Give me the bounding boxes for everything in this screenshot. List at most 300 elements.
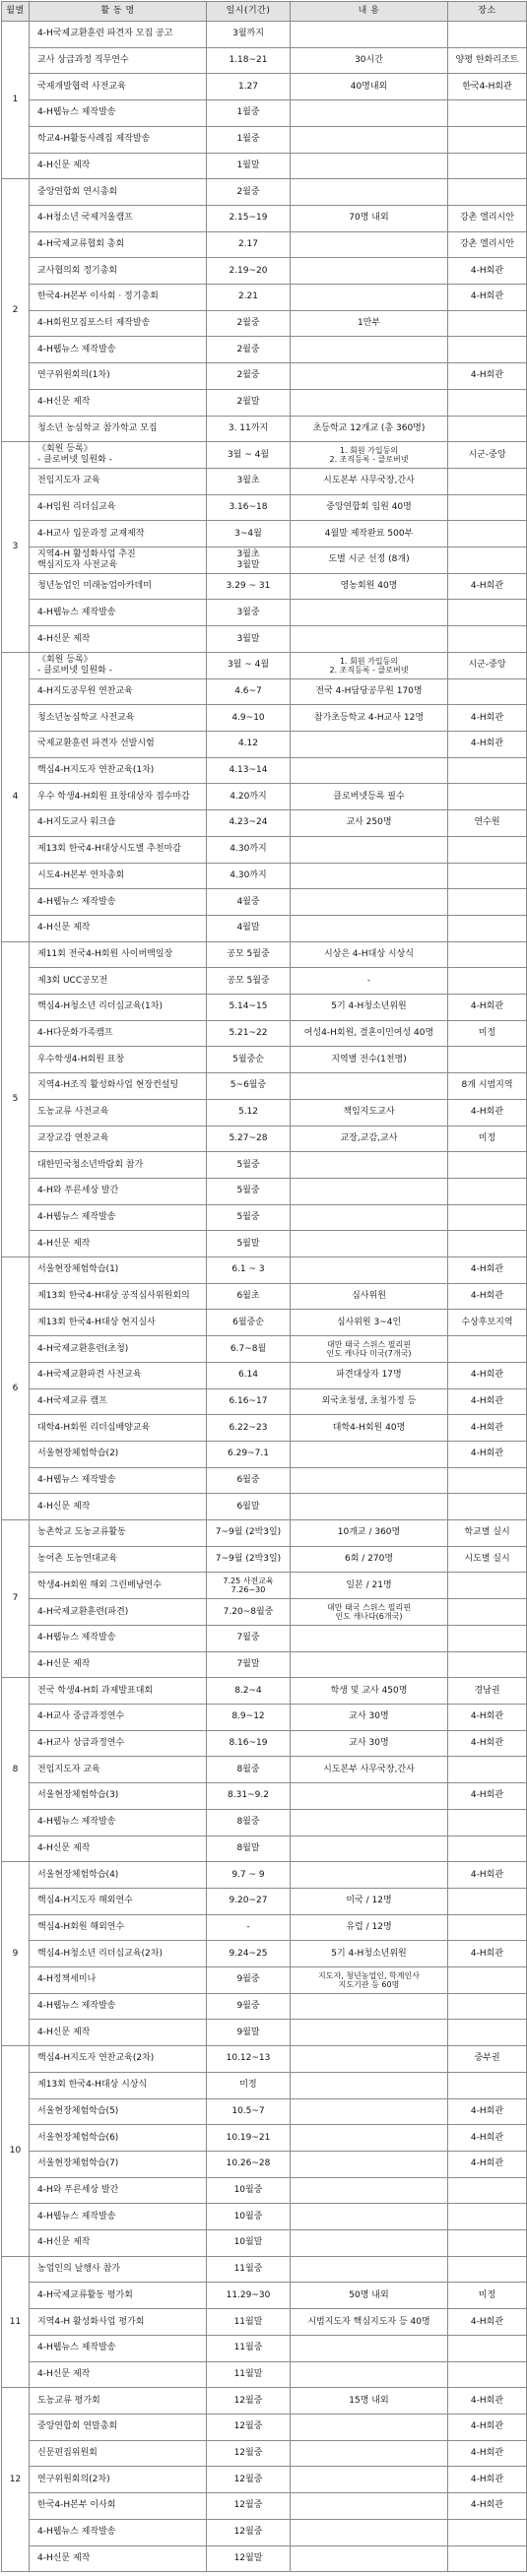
content-cell: 40명내외: [291, 74, 448, 100]
activity-cell: 제13회 한국4-H대상시도별 추천마감: [30, 836, 207, 863]
activity-cell: 핵심4-H청소년 리더십교육(1차): [30, 995, 207, 1021]
date-cell: 3월 ~ 4월: [207, 652, 291, 678]
place-cell: [448, 1809, 527, 1835]
date-cell: 공모 5월중: [207, 941, 291, 968]
content-cell: 교사 30명: [291, 1705, 448, 1731]
content-cell: [291, 1783, 448, 1810]
table-row: [2, 1783, 527, 1810]
place-cell: [448, 521, 527, 547]
date-cell: 12월중: [207, 2388, 291, 2415]
table-row: [2, 1467, 527, 1494]
content-cell: 70명 내외: [291, 205, 448, 231]
date-cell: 3월까지: [207, 22, 291, 48]
table-row: [2, 126, 527, 153]
place-cell: [448, 1152, 527, 1179]
activity-cell: 4-H신문 제작: [30, 153, 207, 179]
activity-cell: 4-H신문 제작: [30, 1651, 207, 1678]
content-cell: 전국 4-H담당공무원 170명: [291, 678, 448, 705]
activity-cell: 4-H지도공무원 연찬교육: [30, 678, 207, 705]
date-cell: 4.9~10: [207, 705, 291, 732]
place-cell: 4-H회관: [448, 1283, 527, 1310]
table-row: [2, 2283, 527, 2309]
place-cell: 강촌 엘리시안: [448, 205, 527, 231]
place-cell: [448, 2256, 527, 2283]
activity-cell: 서울현장체험학습(5): [30, 2098, 207, 2125]
table-row: [2, 1494, 527, 1520]
place-cell: 연수원: [448, 810, 527, 837]
table-row: [2, 836, 527, 863]
date-cell: 10.12~13: [207, 2046, 291, 2073]
date-cell: 8월중: [207, 1757, 291, 1783]
table-row: [2, 2467, 527, 2493]
place-cell: 4-H회관: [448, 995, 527, 1021]
activity-cell: 4-H웹뉴스 제작발송: [30, 100, 207, 127]
place-cell: 미정: [448, 2283, 527, 2309]
content-cell: [291, 1809, 448, 1835]
month-cell: 6: [2, 1257, 30, 1520]
content-cell: 초등학교 12개교 (총 360명): [291, 416, 448, 442]
place-cell: 4-H회관: [448, 2467, 527, 2493]
content-cell: 지도자, 청년농업인, 학계인사 지도기관 등 60명: [291, 1967, 448, 1994]
table-row: [2, 2361, 527, 2388]
content-cell: [291, 2256, 448, 2283]
activity-cell: 4-H국제교환훈련(초청): [30, 1336, 207, 1363]
month-cell: 7: [2, 1520, 30, 1678]
date-cell: 3.29 ~ 31: [207, 573, 291, 600]
place-cell: 8개 시범지역: [448, 1073, 527, 1100]
place-cell: 미정: [448, 1126, 527, 1152]
table-row: [2, 2046, 527, 2073]
content-cell: 시도본부 사무국장,간사: [291, 468, 448, 494]
content-cell: [291, 231, 448, 258]
content-cell: 10개교 / 360명: [291, 1520, 448, 1547]
content-cell: 시도본부 사무국장,간사: [291, 1757, 448, 1783]
table-row: [2, 1204, 527, 1231]
month-cell: 9: [2, 1862, 30, 2046]
date-cell: 4.20까지: [207, 784, 291, 810]
place-cell: [448, 1231, 527, 1257]
activity-cell: 4-H국제교환훈련 파견자 모집 공고: [30, 22, 207, 48]
place-cell: 4-H회관: [448, 573, 527, 600]
date-cell: 12월중: [207, 2440, 291, 2467]
activity-cell: 4-H국제교류협회 총회: [30, 231, 207, 258]
place-cell: [448, 547, 527, 574]
place-cell: 한국4-H회관: [448, 74, 527, 100]
date-cell: 1.18~21: [207, 47, 291, 74]
activity-cell: 4-H신문 제작: [30, 1494, 207, 1520]
content-cell: 1만부: [291, 310, 448, 337]
place-cell: [448, 2204, 527, 2230]
place-cell: 4-H회관: [448, 2388, 527, 2415]
date-cell: 공모 5월중: [207, 968, 291, 995]
date-cell: 4.13~14: [207, 757, 291, 784]
activity-cell: 4-H신문 제작: [30, 2361, 207, 2388]
table-row: [2, 231, 527, 258]
date-cell: 3~4월: [207, 521, 291, 547]
table-row: [2, 1678, 527, 1705]
activity-cell: 4-H교사 입문과정 교재제작: [30, 521, 207, 547]
place-cell: 4-H회관: [448, 1862, 527, 1889]
date-cell: 8월중: [207, 1809, 291, 1835]
table-row: [2, 2414, 527, 2440]
content-cell: [291, 285, 448, 311]
place-cell: [448, 1757, 527, 1783]
content-cell: [291, 2493, 448, 2520]
activity-cell: 4-H회원모집포스터 제작발송: [30, 310, 207, 337]
date-cell: 3월초: [207, 468, 291, 494]
date-cell: 12월중: [207, 2467, 291, 2493]
content-cell: 50명 내외: [291, 2283, 448, 2309]
date-cell: 6월중: [207, 1467, 291, 1494]
place-cell: [448, 1467, 527, 1494]
table-row: [2, 310, 527, 337]
place-cell: [448, 468, 527, 494]
place-cell: 미정: [448, 1020, 527, 1047]
table-row: [2, 1651, 527, 1678]
date-cell: 5.14~15: [207, 995, 291, 1021]
activity-cell: 시도4-H본부 연차총회: [30, 863, 207, 889]
table-row: [2, 47, 527, 74]
content-cell: -: [291, 968, 448, 995]
table-row: [2, 941, 527, 968]
date-cell: 7.20~8월중: [207, 1599, 291, 1626]
table-row: [2, 100, 527, 127]
schedule-table: [1, 1, 527, 2572]
place-cell: 시도별 실시: [448, 1546, 527, 1573]
header-content: 내 용: [291, 2, 448, 22]
content-cell: [291, 2519, 448, 2545]
date-cell: 4.23~24: [207, 810, 291, 837]
date-cell: 10월중: [207, 2177, 291, 2204]
activity-cell: 한국4-H본부 이사회 · 정기총회: [30, 285, 207, 311]
header-row: [2, 2, 527, 22]
table-row: [2, 1546, 527, 1573]
table-row: [2, 626, 527, 653]
activity-cell: 한국4-H본부 이사회: [30, 2493, 207, 2520]
content-cell: [291, 2046, 448, 2073]
activity-cell: 4-H다문화가족캠프: [30, 1020, 207, 1047]
date-cell: 6.16~17: [207, 1388, 291, 1415]
place-cell: [448, 2519, 527, 2545]
content-cell: [291, 1073, 448, 1100]
place-cell: 4-H회관: [448, 2125, 527, 2152]
table-row: [2, 678, 527, 705]
date-cell: 3월중: [207, 600, 291, 626]
activity-cell: 4-H국제교류 캠프: [30, 1388, 207, 1415]
activity-cell: 서울현장체험학습(6): [30, 2125, 207, 2152]
activity-cell: 4-H웹뉴스 제작발송: [30, 1204, 207, 1231]
table-row: [2, 1152, 527, 1179]
table-row: [2, 285, 527, 311]
content-cell: 도별 시군 선정 (8개): [291, 547, 448, 574]
content-cell: 지역별 전수(1천명): [291, 1047, 448, 1073]
activity-cell: 전국 학생4-H회 과제발표대회: [30, 1678, 207, 1705]
content-cell: [291, 2125, 448, 2152]
activity-cell: 핵심4-H지도자 해외연수: [30, 1888, 207, 1914]
date-cell: 8월말: [207, 1835, 291, 1862]
table-row: [2, 1599, 527, 1626]
place-cell: [448, 1835, 527, 1862]
date-cell: 2.21: [207, 285, 291, 311]
content-cell: [291, 337, 448, 363]
place-cell: 4-H회관: [448, 1388, 527, 1415]
place-cell: [448, 626, 527, 653]
schedule-body: [2, 22, 527, 2572]
content-cell: [291, 1441, 448, 1467]
content-cell: [291, 1204, 448, 1231]
date-cell: 9월중: [207, 1993, 291, 2020]
date-cell: 8.31~9.2: [207, 1783, 291, 1810]
date-cell: 2월말: [207, 389, 291, 416]
content-cell: 책임지도교사: [291, 1099, 448, 1126]
content-cell: 영농회원 40명: [291, 573, 448, 600]
table-row: [2, 1362, 527, 1388]
content-cell: [291, 22, 448, 48]
date-cell: 6.14: [207, 1362, 291, 1388]
content-cell: 클로버넷등록 필수: [291, 784, 448, 810]
table-row: [2, 2020, 527, 2046]
table-row: [2, 1178, 527, 1204]
place-cell: 4-H회관: [448, 2414, 527, 2440]
table-row: [2, 1441, 527, 1467]
month-cell: 10: [2, 2046, 30, 2257]
content-cell: [291, 2467, 448, 2493]
content-cell: 일본 / 21명: [291, 1573, 448, 1599]
activity-cell: 중앙연합회 연말총회: [30, 2414, 207, 2440]
date-cell: 2.17: [207, 231, 291, 258]
activity-cell: 농어촌 도농연대교육: [30, 1546, 207, 1573]
place-cell: 4-H회관: [448, 1705, 527, 1731]
table-row: [2, 2545, 527, 2572]
content-cell: 대만 태국 스위스 필리핀 인도 캐나다 미국(7개국): [291, 1336, 448, 1363]
content-cell: 교장,교감,교사: [291, 1126, 448, 1152]
date-cell: 5월중: [207, 1204, 291, 1231]
table-row: [2, 1862, 527, 1889]
date-cell: 3월초 3월말: [207, 547, 291, 574]
activity-cell: 핵심4-H청소년 리더십교육(2차): [30, 1941, 207, 1967]
content-cell: 중앙연합회 임원 40명: [291, 494, 448, 521]
place-cell: [448, 2545, 527, 2572]
place-cell: [448, 915, 527, 941]
place-cell: [448, 1336, 527, 1363]
header-place: 장소: [448, 2, 527, 22]
month-cell: 2: [2, 179, 30, 442]
place-cell: 4-H회관: [448, 2098, 527, 2125]
content-cell: [291, 1862, 448, 1889]
table-row: [2, 1310, 527, 1336]
content-cell: [291, 258, 448, 285]
date-cell: 6.22~23: [207, 1415, 291, 1442]
table-row: [2, 1993, 527, 2020]
content-cell: 참가초등학교 4-H교사 12명: [291, 705, 448, 732]
activity-cell: 제3회 UCC공모전: [30, 968, 207, 995]
table-row: [2, 995, 527, 1021]
date-cell: 7.25 사전교육 7.26~30: [207, 1573, 291, 1599]
table-row: [2, 1914, 527, 1941]
activity-cell: 제13회 한국4-H대상 시상식: [30, 2072, 207, 2098]
month-cell: 12: [2, 2388, 30, 2572]
header-activity: 활 동 명: [30, 2, 207, 22]
table-row: [2, 1835, 527, 1862]
place-cell: 4-H회관: [448, 1257, 527, 1284]
table-row: [2, 1705, 527, 1731]
content-cell: 교사 30명: [291, 1730, 448, 1757]
content-cell: [291, 1494, 448, 1520]
month-cell: 3: [2, 442, 30, 653]
content-cell: [291, 2151, 448, 2177]
table-row: [2, 337, 527, 363]
place-cell: [448, 600, 527, 626]
table-row: [2, 1047, 527, 1073]
place-cell: [448, 416, 527, 442]
content-cell: 여성4-H회원, 결혼이민여성 40명: [291, 1020, 448, 1047]
content-cell: [291, 2098, 448, 2125]
activity-cell: 4-H정책세미나: [30, 1967, 207, 1994]
content-cell: [291, 1993, 448, 2020]
date-cell: 4.30까지: [207, 863, 291, 889]
content-cell: [291, 757, 448, 784]
activity-cell: 4-H지도교사 워크숍: [30, 810, 207, 837]
table-row: [2, 731, 527, 757]
activity-cell: 핵심4-H지도자 연찬교육(1차): [30, 757, 207, 784]
content-cell: [291, 363, 448, 390]
table-row: [2, 1888, 527, 1914]
place-cell: [448, 2072, 527, 2098]
content-cell: 유럽 / 12명: [291, 1914, 448, 1941]
date-cell: 12월중: [207, 2493, 291, 2520]
activity-cell: 도농교류 평가회: [30, 2388, 207, 2415]
activity-cell: 핵심4-H회원 해외연수: [30, 1914, 207, 1941]
date-cell: 10.19~21: [207, 2125, 291, 2152]
content-cell: [291, 2545, 448, 2572]
place-cell: [448, 2361, 527, 2388]
place-cell: [448, 678, 527, 705]
date-cell: 9월중: [207, 1967, 291, 1994]
content-cell: [291, 100, 448, 127]
place-cell: 4-H회관: [448, 1415, 527, 1442]
place-cell: [448, 179, 527, 206]
place-cell: 학교별 실시: [448, 1520, 527, 1547]
activity-cell: 청소년 농심학교 참가학교 모집: [30, 416, 207, 442]
table-row: [2, 1336, 527, 1363]
date-cell: 8.16~19: [207, 1730, 291, 1757]
activity-cell: 교사협의회 정기총회: [30, 258, 207, 285]
place-cell: [448, 126, 527, 153]
table-row: [2, 784, 527, 810]
date-cell: 2월중: [207, 310, 291, 337]
content-cell: 시범지도자 핵심지도자 등 40명: [291, 2309, 448, 2336]
table-row: [2, 258, 527, 285]
activity-cell: 교장교감 연찬교육: [30, 1126, 207, 1152]
date-cell: 1월중: [207, 100, 291, 127]
content-cell: [291, 626, 448, 653]
date-cell: 10.5~7: [207, 2098, 291, 2125]
activity-cell: 전임지도자 교육: [30, 1757, 207, 1783]
place-cell: [448, 22, 527, 48]
date-cell: 6월말: [207, 1494, 291, 1520]
table-row: [2, 1520, 527, 1547]
table-row: [2, 1388, 527, 1415]
content-cell: [291, 600, 448, 626]
content-cell: [291, 126, 448, 153]
place-cell: [448, 337, 527, 363]
table-row: [2, 1231, 527, 1257]
place-cell: [448, 1494, 527, 1520]
date-cell: 9.24~25: [207, 1941, 291, 1967]
place-cell: [448, 968, 527, 995]
activity-cell: 도농교류 사전교육: [30, 1099, 207, 1126]
date-cell: 4.30까지: [207, 836, 291, 863]
place-cell: [448, 1178, 527, 1204]
table-row: [2, 1099, 527, 1126]
activity-cell: 4-H신문 제작: [30, 626, 207, 653]
table-row: [2, 1257, 527, 1284]
table-row: [2, 863, 527, 889]
activity-cell: 전임지도자 교육: [30, 468, 207, 494]
activity-cell: 제13회 한국4-H대상 공적심사위원회의: [30, 1283, 207, 1310]
activity-cell: 국제개발협력 사전교육: [30, 74, 207, 100]
activity-cell: 4-H웹뉴스 제작발송: [30, 1809, 207, 1835]
activity-cell: 4-H웹뉴스 제작발송: [30, 889, 207, 916]
date-cell: 미정: [207, 2072, 291, 2098]
content-cell: 1. 회원 가입등의 2. 조직등록 - 클로버넷: [291, 652, 448, 678]
activity-cell: 제13회 한국4-H대상 현지실사: [30, 1310, 207, 1336]
place-cell: [448, 757, 527, 784]
month-cell: 5: [2, 941, 30, 1256]
date-cell: 5월말: [207, 1231, 291, 1257]
table-row: [2, 1809, 527, 1835]
content-cell: 1. 회원 가입등의 2. 조직등록 - 클로버넷: [291, 442, 448, 469]
date-cell: 11월중: [207, 2335, 291, 2361]
activity-cell: 제11회 전국4-H회원 사이버백일장: [30, 941, 207, 968]
table-row: [2, 442, 527, 469]
activity-cell: 교사 상급과정 직무연수: [30, 47, 207, 74]
date-cell: 6월초: [207, 1283, 291, 1310]
place-cell: [448, 1047, 527, 1073]
table-row: [2, 2151, 527, 2177]
activity-cell: 청년농업인 미래농업아카데미: [30, 573, 207, 600]
date-cell: 12월중: [207, 2414, 291, 2440]
content-cell: [291, 2440, 448, 2467]
table-row: [2, 494, 527, 521]
place-cell: [448, 1914, 527, 1941]
place-cell: [448, 1993, 527, 2020]
content-cell: [291, 731, 448, 757]
place-cell: [448, 2335, 527, 2361]
content-cell: 15명 내외: [291, 2388, 448, 2415]
content-cell: [291, 1467, 448, 1494]
activity-cell: 4-H웹뉴스 제작발송: [30, 1625, 207, 1651]
place-cell: 4-H회관: [448, 2309, 527, 2336]
activity-cell: 4-H웹뉴스 제작발송: [30, 2519, 207, 2545]
place-cell: 4-H회관: [448, 2493, 527, 2520]
activity-cell: 청소년농심학교 사전교육: [30, 705, 207, 732]
content-cell: [291, 1835, 448, 1862]
activity-cell: 4-H웹뉴스 제작발송: [30, 1467, 207, 1494]
table-row: [2, 915, 527, 941]
content-cell: 5기 4-H청소년위원: [291, 1941, 448, 1967]
table-row: [2, 2125, 527, 2152]
activity-cell: 서울현장체험학습(3): [30, 1783, 207, 1810]
table-row: [2, 573, 527, 600]
date-cell: 7~9월 (2박3일): [207, 1546, 291, 1573]
table-row: [2, 810, 527, 837]
place-cell: 4-H회관: [448, 2440, 527, 2467]
activity-cell: 4-H신문 제작: [30, 2545, 207, 2572]
content-cell: [291, 915, 448, 941]
place-cell: 4-H회관: [448, 705, 527, 732]
table-row: [2, 2230, 527, 2257]
